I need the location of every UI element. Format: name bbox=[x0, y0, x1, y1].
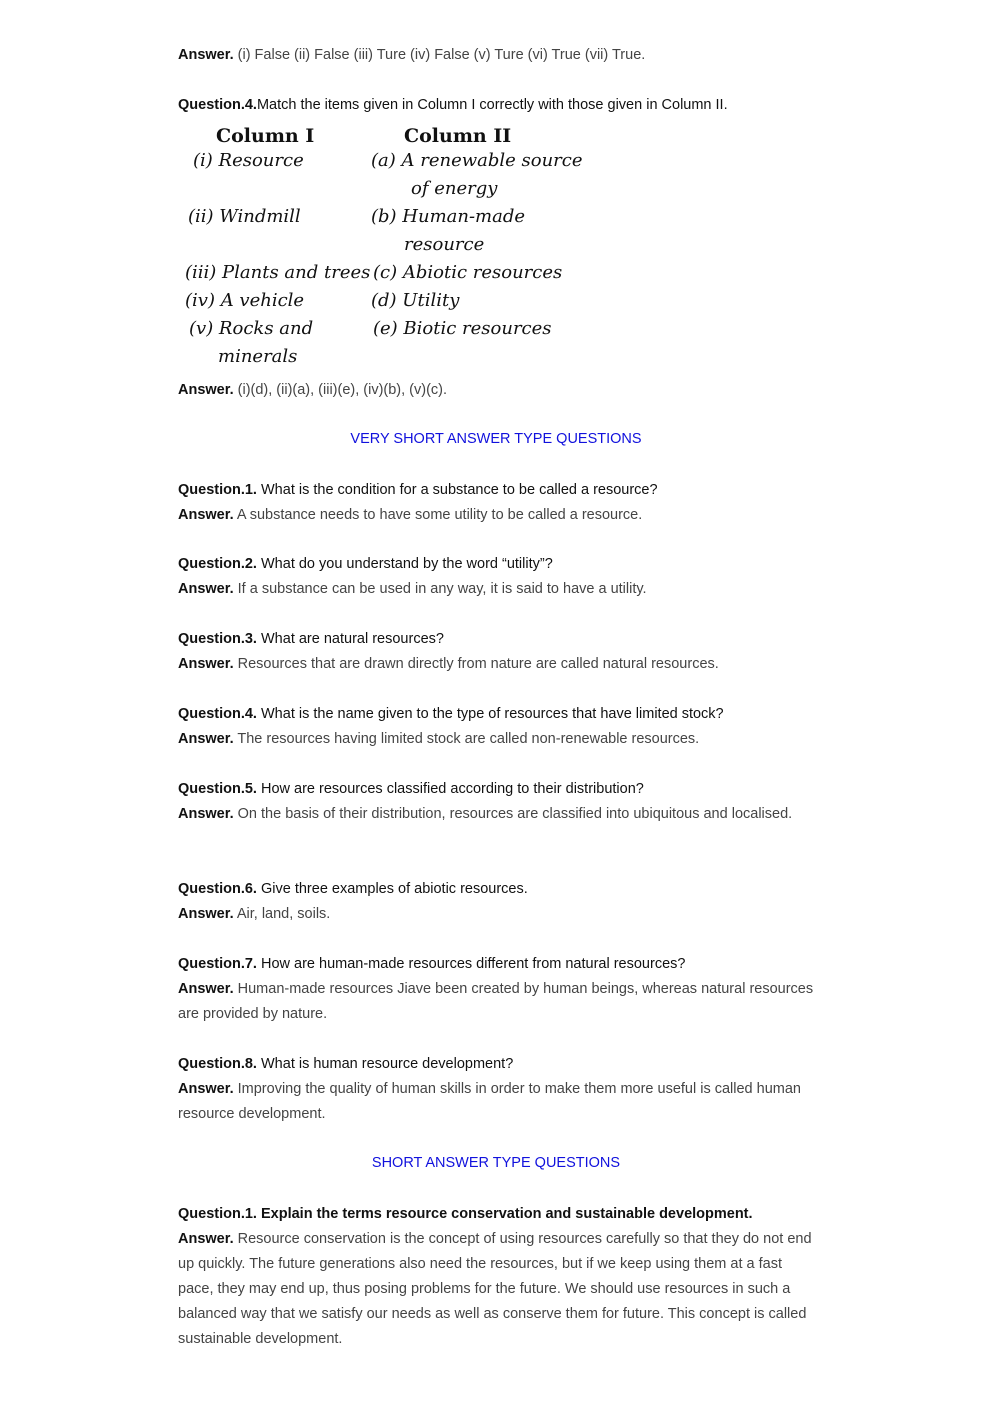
qa-item bbox=[178, 1052, 818, 1127]
qa-item bbox=[178, 702, 818, 752]
answer-text: Resource conservation is the concept of using resources carefully so that they do not end up quickly. The future generations also need the resources, but if we keep using them at a fast pace, they may end up, thus posing problems for the future. We should use resources in such a balanced way that we satisfy our needs as well as conserve them for future. This concept is called sustainable development. bbox=[178, 1231, 812, 1347]
answer-text: The resources having limited stock are called non-renewable resources. bbox=[237, 731, 700, 747]
question-label: Question.7. bbox=[178, 956, 257, 972]
matching-table bbox=[183, 123, 593, 373]
answer-text: Human-made resources Jiave been created by human beings, whereas natural resources are provided by nature. bbox=[178, 981, 814, 1022]
answer-label: Answer. bbox=[178, 1231, 234, 1247]
col2-item: (a) A renewable source bbox=[371, 150, 583, 171]
answer-label: Answer. bbox=[178, 731, 234, 747]
col1-item: (v) Rocks and bbox=[189, 318, 314, 339]
answer-text: Air, land, soils. bbox=[236, 906, 331, 922]
question-label: Question.6. bbox=[178, 881, 257, 897]
answer-label: Answer. bbox=[178, 906, 234, 922]
question-label: Question.4. bbox=[178, 97, 257, 113]
answer-text: Improving the quality of human skills in order to make them more useful is called human resource development. bbox=[178, 1081, 801, 1122]
question-label: Question.3. bbox=[178, 631, 257, 647]
answer-label: Answer. bbox=[178, 382, 234, 398]
col1-item: (ii) Windmill bbox=[188, 206, 301, 227]
answer-text: If a substance can be used in any way, it is said to have a utility. bbox=[237, 581, 647, 597]
question-label: Question.8. bbox=[178, 1056, 257, 1072]
question-label: Question.4. bbox=[178, 706, 257, 722]
answer-text: (i)(d), (ii)(a), (iii)(e), (iv)(b), (v)(c). bbox=[237, 382, 448, 398]
col2-item: of energy bbox=[411, 178, 498, 199]
answer-text: A substance needs to have some utility to be called a resource. bbox=[236, 507, 643, 523]
question-text: What is the condition for a substance to be called a resource? bbox=[261, 482, 658, 498]
col1-item: (i) Resource bbox=[193, 150, 304, 171]
answer-text: Resources that are drawn directly from nature are called natural resources. bbox=[237, 656, 719, 672]
col2-item: (d) Utility bbox=[371, 290, 460, 311]
col1-item: (iv) A vehicle bbox=[185, 290, 305, 311]
question-text: How are human-made resources different from natural resources? bbox=[261, 956, 686, 972]
answer-label: Answer. bbox=[178, 47, 234, 63]
question-text: Explain the terms resource conservation and sustainable development. bbox=[261, 1206, 753, 1222]
qa-item bbox=[178, 478, 818, 528]
col2-item: (e) Biotic resources bbox=[373, 318, 552, 339]
answer-label: Answer. bbox=[178, 981, 234, 997]
question-text: What are natural resources? bbox=[261, 631, 444, 647]
answer-text: (i) False (ii) False (iii) Ture (iv) False (v) Ture (vi) True (vii) True. bbox=[237, 47, 646, 63]
question-text: How are resources classified according to their distribution? bbox=[261, 781, 644, 797]
answer-label: Answer. bbox=[178, 656, 234, 672]
match-answer bbox=[178, 378, 818, 403]
column2-header: Column II bbox=[404, 125, 512, 147]
question-text: What do you understand by the word “utility”? bbox=[261, 556, 553, 572]
qa-item bbox=[178, 777, 818, 827]
question-label: Question.1. bbox=[178, 1206, 257, 1222]
question-label: Question.5. bbox=[178, 781, 257, 797]
col2-item: (c) Abiotic resources bbox=[373, 262, 563, 283]
qa-item bbox=[178, 627, 818, 677]
answer-label: Answer. bbox=[178, 581, 234, 597]
answer-label: Answer. bbox=[178, 507, 234, 523]
question-text: Match the items given in Column I correctly with those given in Column II. bbox=[256, 97, 728, 113]
col1-item: minerals bbox=[218, 346, 298, 367]
question-text: What is the name given to the type of resources that have limited stock? bbox=[261, 706, 724, 722]
answer-text: On the basis of their distribution, resources are classified into ubiquitous and localised. bbox=[237, 806, 793, 822]
question-text: What is human resource development? bbox=[261, 1056, 514, 1072]
question-text: Give three examples of abiotic resources. bbox=[261, 881, 528, 897]
column1-header: Column I bbox=[216, 125, 315, 147]
qa-item bbox=[178, 1202, 818, 1352]
section-heading-very-short: VERY SHORT ANSWER TYPE QUESTIONS bbox=[350, 431, 642, 447]
question-label: Question.1. bbox=[178, 482, 257, 498]
answer-label: Answer. bbox=[178, 806, 234, 822]
question-label: Question.2. bbox=[178, 556, 257, 572]
match-question bbox=[178, 93, 818, 118]
qa-item bbox=[178, 877, 818, 927]
col2-item: (b) Human-made bbox=[371, 206, 526, 227]
qa-item bbox=[178, 952, 818, 1027]
col2-item: resource bbox=[404, 234, 485, 255]
qa-item bbox=[178, 552, 818, 602]
col1-item: (iii) Plants and trees bbox=[185, 262, 371, 283]
top-answer bbox=[178, 43, 818, 68]
section-heading-short: SHORT ANSWER TYPE QUESTIONS bbox=[371, 1155, 621, 1171]
answer-label: Answer. bbox=[178, 1081, 234, 1097]
